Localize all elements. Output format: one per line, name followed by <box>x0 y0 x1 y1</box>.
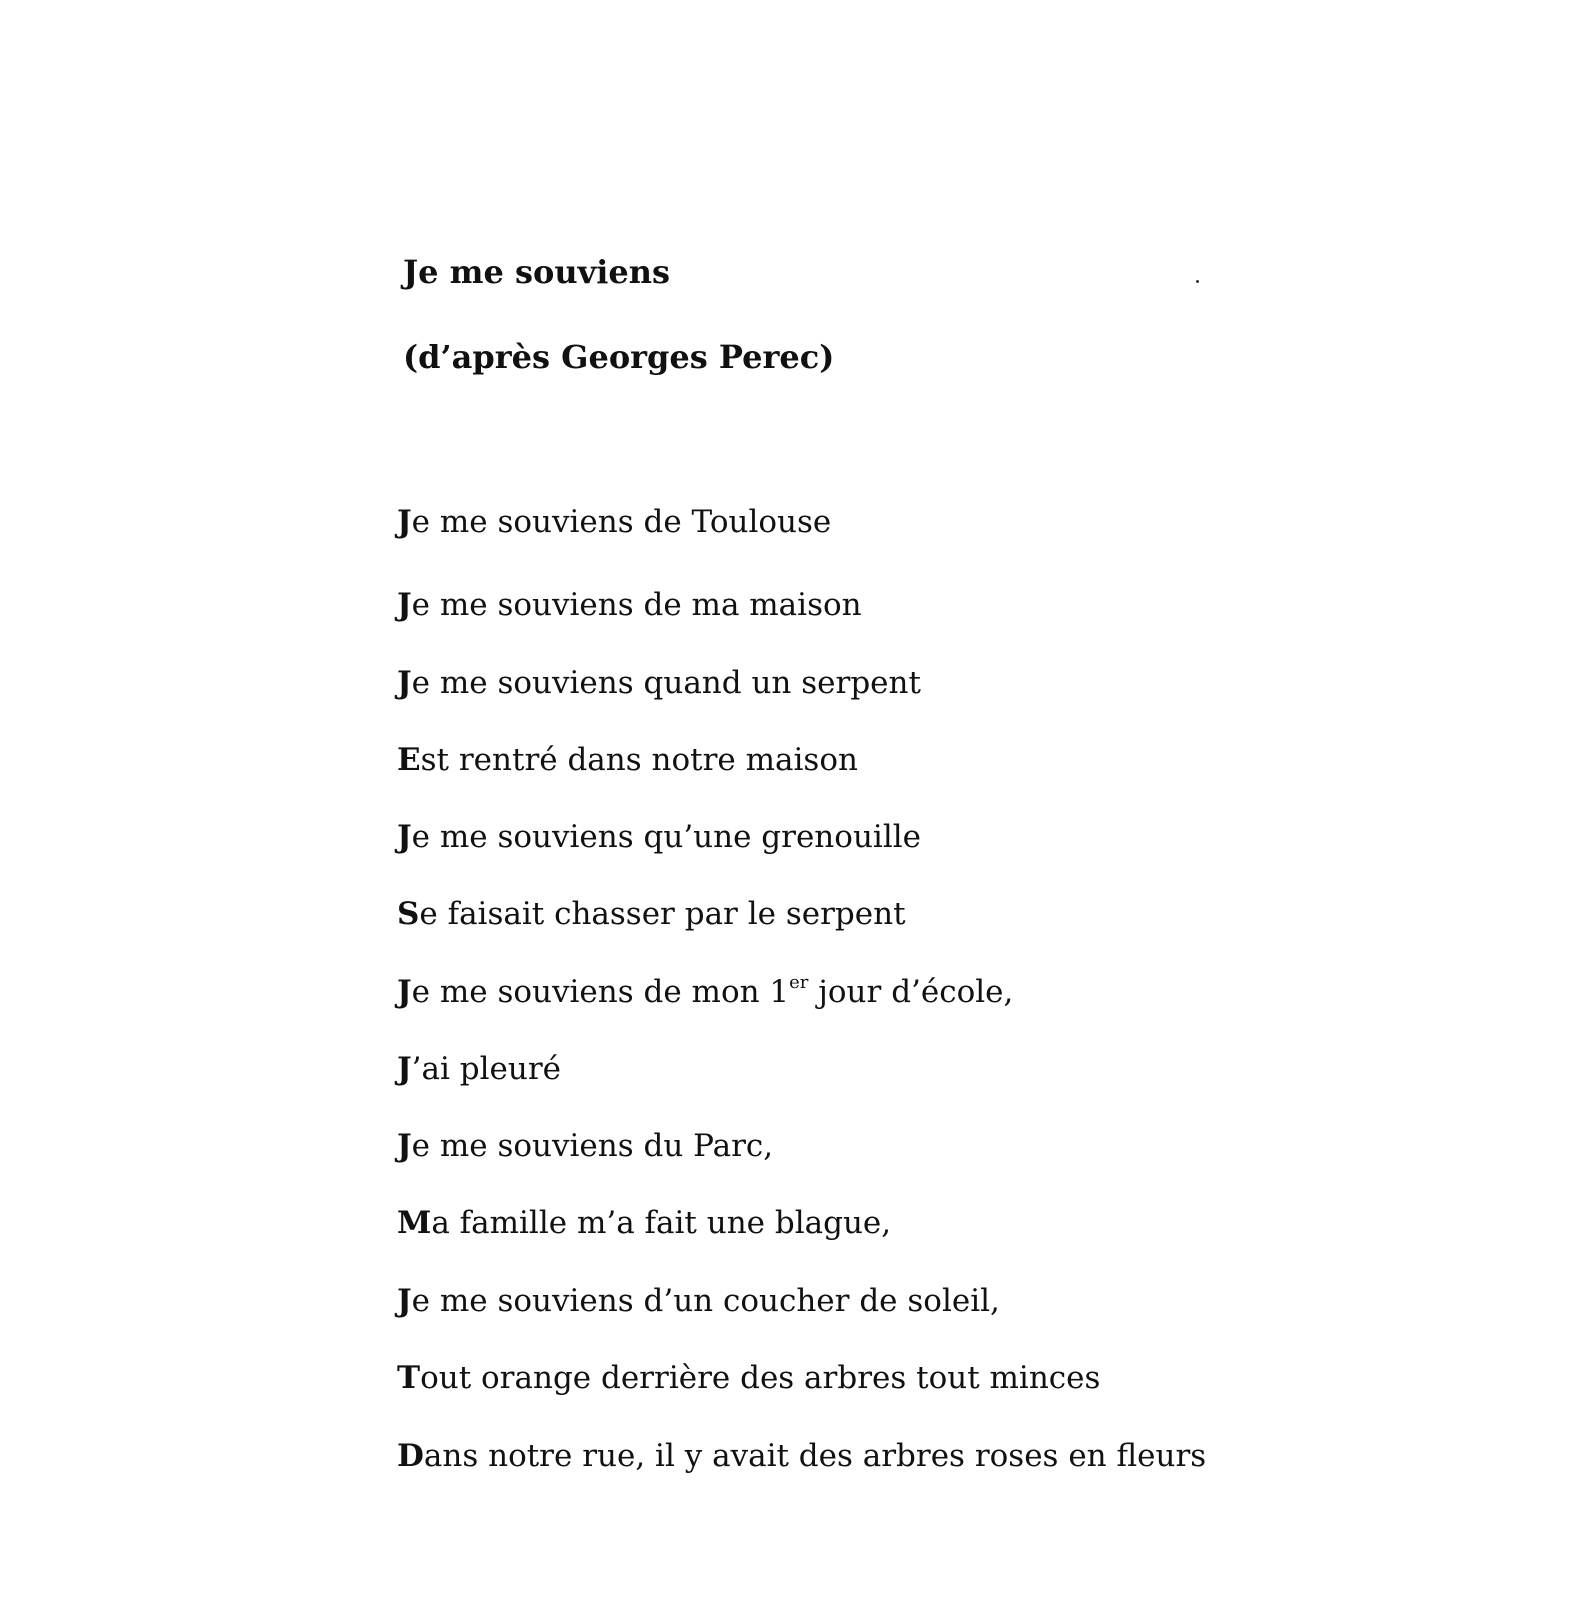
line-text: e faisait chasser par le serpent <box>419 896 906 932</box>
poem-line <box>397 1281 1000 1321</box>
document-subtitle: (d’après Georges Perec) <box>403 338 835 376</box>
scan-speck <box>1196 280 1199 283</box>
poem-line <box>397 1126 773 1166</box>
poem-line <box>397 502 831 542</box>
line-initial: E <box>397 742 421 778</box>
line-initial: M <box>397 1205 432 1241</box>
poem-line <box>397 1436 1206 1476</box>
line-text: e me souviens de ma maison <box>411 587 862 623</box>
line-initial: J <box>397 1128 412 1164</box>
line-text: e me souviens du Parc, <box>411 1128 774 1164</box>
line-text: e me souviens qu’une grenouille <box>411 819 921 855</box>
line-text: ans notre rue, il y avait des arbres roses en fleurs <box>423 1438 1207 1474</box>
line-text: e me souviens de Toulouse <box>411 504 832 540</box>
line-text: ’ai pleuré <box>411 1051 562 1087</box>
line-initial: J <box>397 587 412 623</box>
poem-line <box>397 894 906 934</box>
poem-line <box>397 740 858 780</box>
poem-line <box>397 1203 891 1243</box>
line-initial: J <box>397 1051 412 1087</box>
line-text: a famille m’a fait une blague, <box>431 1205 892 1241</box>
line-initial: J <box>397 665 412 701</box>
line-text: e me souviens d’un coucher de soleil, <box>411 1283 1000 1319</box>
line-initial: J <box>397 974 412 1010</box>
poem-line <box>397 817 921 857</box>
line-initial: J <box>397 1283 412 1319</box>
poem-line <box>397 1049 561 1089</box>
line-initial: S <box>397 896 420 932</box>
line-text: e me souviens de mon 1 <box>411 974 790 1010</box>
line-initial: J <box>397 504 412 540</box>
line-initial: T <box>397 1360 421 1396</box>
line-text: st rentré dans notre maison <box>420 742 858 778</box>
line-initial: J <box>397 819 412 855</box>
poem-line <box>397 972 1013 1012</box>
line-text: out orange derrière des arbres tout minces <box>420 1360 1101 1396</box>
line-text-after: jour d’école, <box>808 974 1014 1010</box>
poem-line <box>397 585 862 625</box>
ordinal-superscript: er <box>789 972 809 993</box>
poem-line <box>397 663 921 703</box>
line-text: e me souviens quand un serpent <box>411 665 921 701</box>
poem-line <box>397 1358 1100 1398</box>
document-title: Je me souviens <box>403 253 671 291</box>
line-initial: D <box>397 1438 424 1474</box>
